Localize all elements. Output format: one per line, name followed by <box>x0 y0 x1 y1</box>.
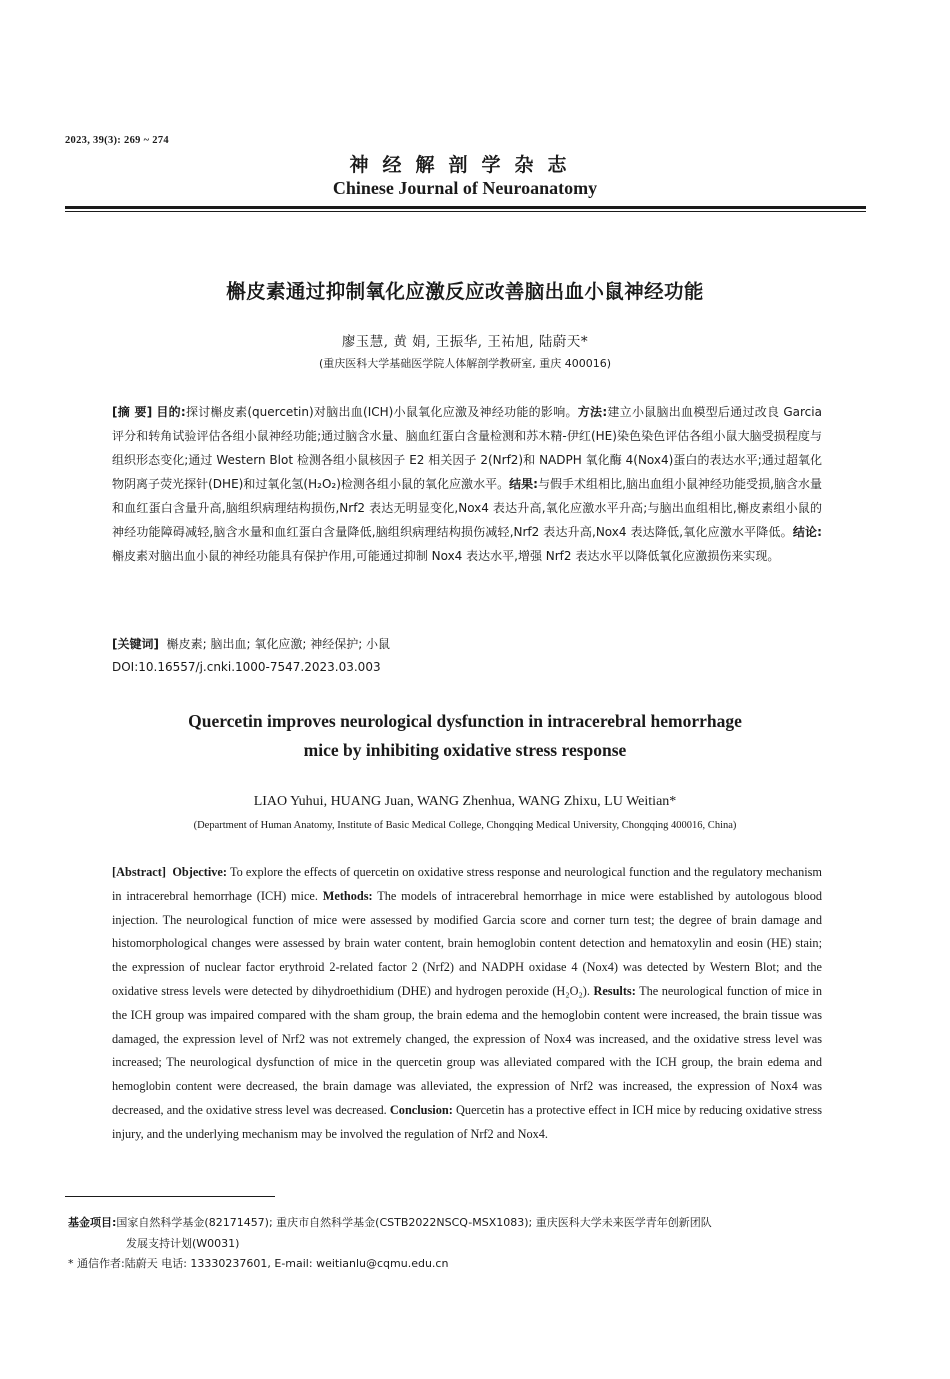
results-en: The neurological function of mice in the ICH group was impaired compared with the sham group, the brain edema and the hemoglobin content were increased, the brain tissue was damaged, the expression level of Nrf2 was not extremely changed, the expression of Nox4 was increased, and the oxidative stress level was increased; The neurological dysfunction of mice in the quercetin group was alleviated compared with the ICH group, the brain edema and hemoglobin content were decreased, the brain damage was alleviated, the expression of Nrf2 was increased, the expression of Nox4 was decreased, and the oxidative stress level was decreased. <box>112 983 822 1117</box>
authors-en: LIAO Yuhui, HUANG Juan, WANG Zhenhua, WANG Zhixu, LU Weitian* <box>253 794 677 809</box>
affiliation-cn: (重庆医科大学基础医学院人体解剖学教研室, 重庆 400016) <box>318 357 612 370</box>
methods-cn: 建立小鼠脑出血模型后通过改良 Garcia 评分和转角试验评估各组小鼠神经功能;通过脑含水量、脑血红蛋白含量检测和苏木精-伊红(HE)染色染色评估各组小鼠大脑受损程度与组织形态变化;通过 Western Blot 检测各组小鼠核因子 E2 相关因子 2(Nrf2)和 NADPH 氧化酶 4(Nox4)蛋白的表达水平;通过超氧化物阴离子荧光探针(DHE)和过氧化氢(H₂O₂)检测各组小鼠的氧化应激水平。 <box>112 405 822 491</box>
abstract-en <box>112 861 822 1147</box>
article-title-en-line1: Quercetin improves neurological dysfunction in intracerebral hemorrhage <box>188 711 742 731</box>
results-cn: 与假手术组相比,脑出血组小鼠神经功能受损,脑含水量和血红蛋白含量升高,脑组织病理结构损伤,Nrf2 表达无明显变化,Nox4 表达升高,氧化应激水平升高;与脑出血组相比,槲皮素组小鼠的神经功能障碍减轻,脑含水量和血红蛋白含量降低,脑组织病理结构损伤减轻,Nrf2 表达升高,Nox4 表达降低,氧化应激水平降低。 <box>112 477 822 539</box>
article-title-cn: 槲皮素通过抑制氧化应激反应改善脑出血小鼠神经功能 <box>226 280 704 303</box>
conclusion-cn-label: 结论: <box>792 525 822 539</box>
abstract-en-label: [Abstract] <box>112 865 166 879</box>
header-rule-thin <box>65 211 866 212</box>
abstract-cn-label: [摘 要] <box>112 405 153 419</box>
article-title-en-line2: mice by inhibiting oxidative stress response <box>303 740 627 760</box>
funding-label: 基金项目: <box>68 1216 117 1229</box>
results-cn-label: 结果: <box>509 477 538 491</box>
doi: DOI:10.16557/j.cnki.1000-7547.2023.03.003 <box>112 660 381 674</box>
keywords-cn-label: [关键词] <box>112 637 159 651</box>
journal-citation: 2023, 39(3): 269 ~ 274 <box>65 135 169 146</box>
keywords-cn <box>112 635 390 652</box>
objective-cn: 探讨槲皮素(quercetin)对脑出血(ICH)小鼠氧化应激及神经功能的影响。 <box>185 405 578 419</box>
results-en-label: Results: <box>593 983 636 998</box>
conclusion-cn: 槲皮素对脑出血小鼠的神经功能具有保护作用,可能通过抑制 Nox4 表达水平,增强 Nrf2 表达水平以降低氧化应激损伤来实现。 <box>112 549 780 563</box>
keywords-cn-text: 槲皮素; 脑出血; 氧化应激; 神经保护; 小鼠 <box>166 637 391 651</box>
authors-cn: 廖玉慧, 黄 娟, 王振华, 王祐旭, 陆蔚天* <box>341 334 589 350</box>
funding-line1: 国家自然科学基金(82171457); 重庆市自然科学基金(CSTB2022NSCQ-MSX1083); 重庆医科大学未来医学青年创新团队 <box>116 1216 712 1229</box>
conclusion-en-label: Conclusion: <box>389 1102 453 1117</box>
objective-en-label: Objective: <box>172 865 227 879</box>
footnote-rule <box>65 1196 275 1197</box>
funding-line2: 发展支持计划(W0031) <box>126 1237 240 1250</box>
article-title-en <box>0 707 930 765</box>
affiliation-en: (Department of Human Anatomy, Institute of Basic Medical College, Chongqing Medical University, Chongqing 400016, China) <box>193 820 737 831</box>
journal-title-cn: 神经解剖学杂志 <box>349 154 581 176</box>
correspondence-note: * 通信作者:陆蔚天 电话: 13330237601, E-mail: weitianlu@cqmu.edu.cn <box>68 1257 449 1270</box>
methods-en-label: Methods: <box>322 888 373 903</box>
objective-cn-label: 目的: <box>156 405 186 419</box>
methods-en: The models of intracerebral hemorrhage in mice were established by autologous blood injection. The neurological function of mice were assessed by modified Garcia score and corner turn test; the degree of brain damage and histomorphological changes were assessed by brain water content, brain hemoglobin content detection and hematoxylin and eosin (HE) stain; the expression of nuclear factor erythroid 2-related factor 2 (Nrf2) and NADPH oxidase 4 (Nox4) was detected by Western Blot; and the oxidative stress levels were detected by dihydroethidium (DHE) and hydrogen peroxide (H₂O₂). <box>112 888 823 998</box>
journal-title-en: Chinese Journal of Neuroanatomy <box>332 178 598 198</box>
methods-cn-label: 方法: <box>577 405 608 419</box>
header-rule-thick <box>65 206 866 209</box>
abstract-cn <box>112 400 822 568</box>
conclusion-en: Quercetin has a protective effect in ICH mice by reducing oxidative stress injury, and the underlying mechanism may be involved the regulation of Nrf2 and Nox4. <box>112 1102 823 1141</box>
funding-note <box>68 1212 838 1254</box>
objective-en: To explore the effects of quercetin on oxidative stress response and neurological function and the regulatory mechanism in intracerebral hemorrhage (ICH) mice. <box>112 865 822 903</box>
